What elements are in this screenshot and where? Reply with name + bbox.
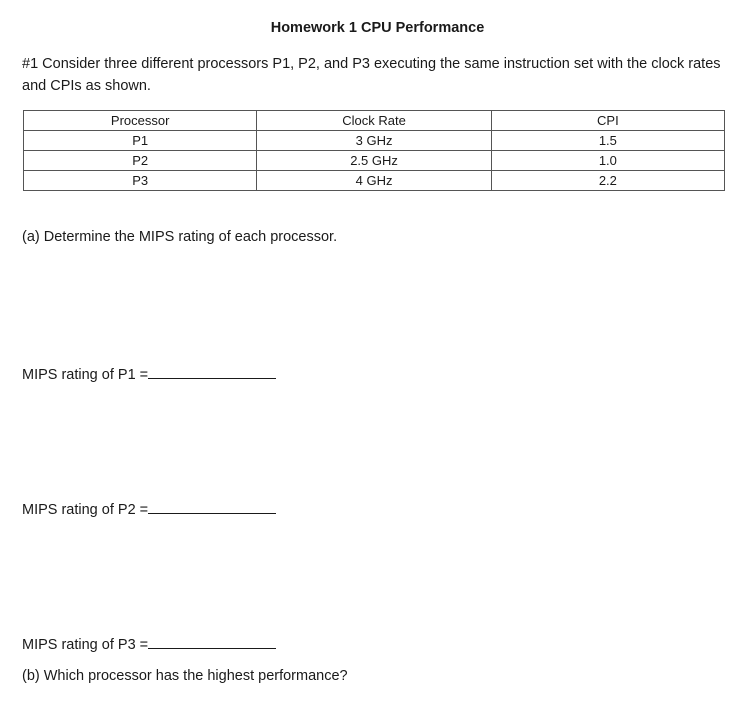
answer-label-p2: MIPS rating of P2 = (22, 502, 149, 518)
table-header-row (24, 111, 725, 131)
answer-line-p1 (22, 364, 276, 383)
problem-statement: #1 Consider three different processors P1, P2, and P3 executing the same instruction set with the clock rates and CPIs as shown. (22, 56, 721, 94)
page-title: Homework 1 CPU Performance (270, 20, 485, 36)
question-a: (a) Determine the MIPS rating of each processor. (22, 229, 338, 245)
clock-rate-cell: 3 GHz (257, 131, 491, 151)
table-row (24, 131, 725, 151)
cpi-cell: 1.0 (491, 151, 724, 171)
cpi-cell: 2.2 (491, 171, 724, 191)
clock-rate-cell: 4 GHz (257, 171, 491, 191)
answer-line-p2 (22, 499, 276, 518)
answer-blank-p3[interactable] (148, 634, 276, 649)
processor-cell: P2 (24, 151, 257, 171)
answer-blank-p2[interactable] (148, 499, 276, 514)
cpi-cell: 1.5 (491, 131, 724, 151)
answer-blank-p1[interactable] (148, 364, 276, 379)
column-header-cpi: CPI (491, 111, 724, 131)
processor-table (23, 110, 725, 191)
column-header-clock-rate: Clock Rate (257, 111, 491, 131)
processor-cell: P3 (24, 171, 257, 191)
table-row (24, 151, 725, 171)
answer-line-p3 (22, 634, 276, 653)
table-row (24, 171, 725, 191)
answer-label-p3: MIPS rating of P3 = (22, 637, 149, 653)
column-header-processor: Processor (24, 111, 257, 131)
answer-label-p1: MIPS rating of P1 = (22, 367, 149, 383)
clock-rate-cell: 2.5 GHz (257, 151, 491, 171)
processor-cell: P1 (24, 131, 257, 151)
question-b: (b) Which processor has the highest performance? (22, 668, 348, 684)
